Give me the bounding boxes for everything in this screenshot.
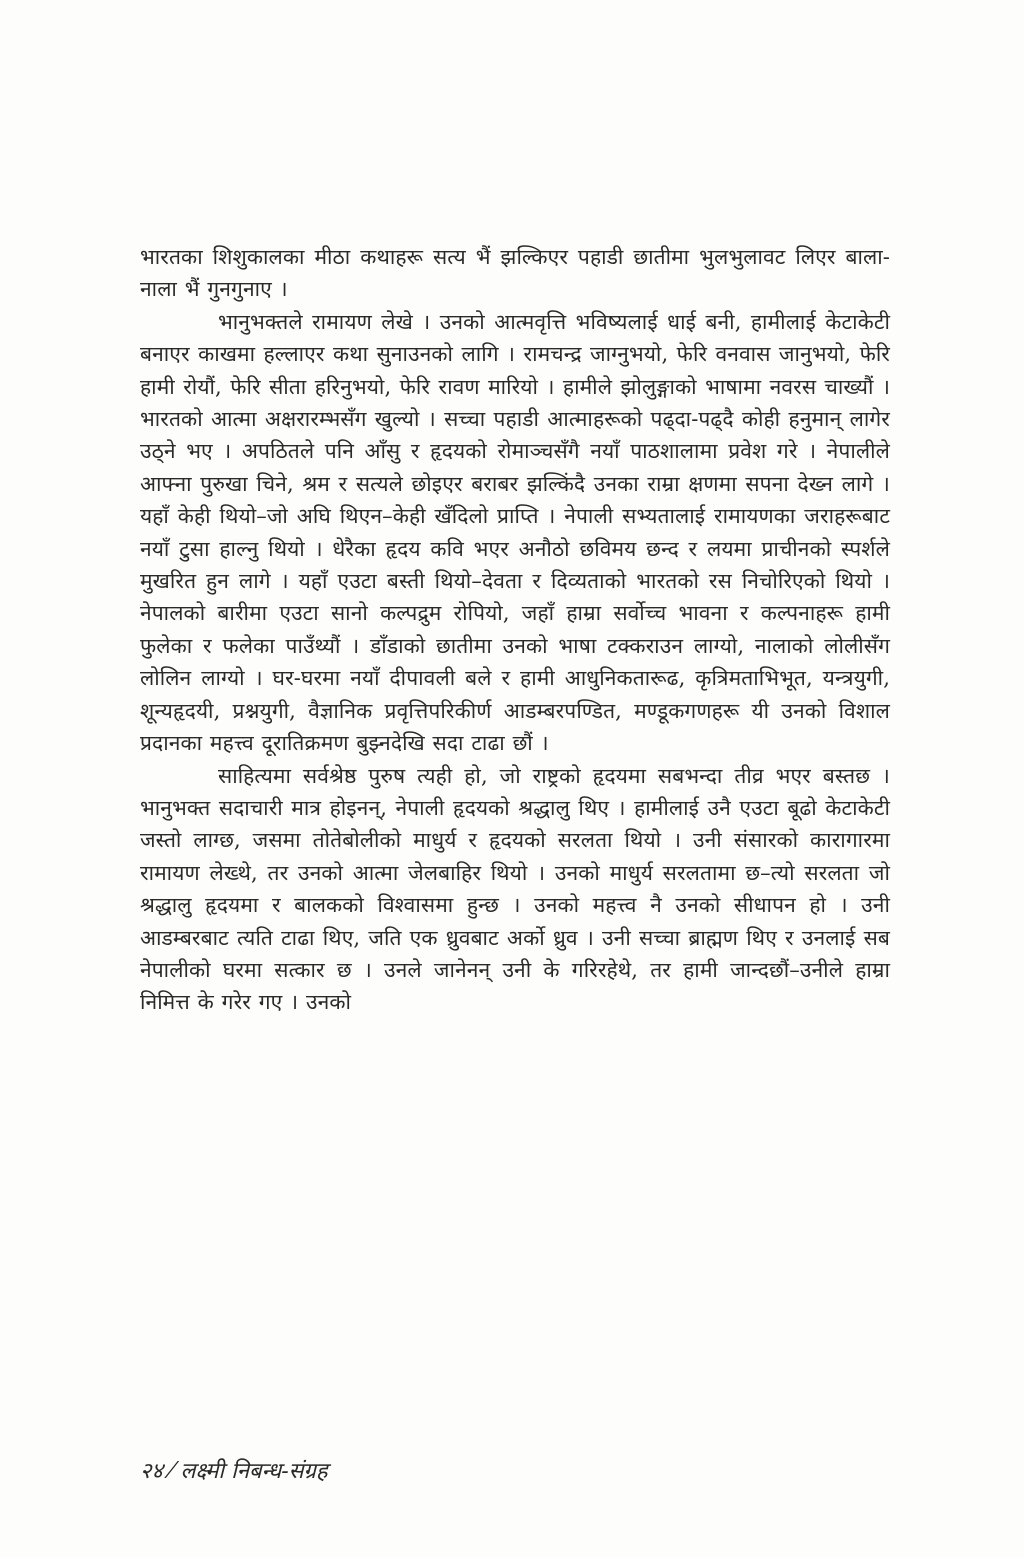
paragraph-continuation: भारतका शिशुकालका मीठा कथाहरू सत्य भैं झल्किएर पहाडी छातीमा भुलभुलावट लिएर बाला-नाला भैं गुनगुनाए । <box>140 245 890 302</box>
body-text <box>140 241 890 1019</box>
paragraph-sahitya: साहित्यमा सर्वश्रेष्ठ पुरुष त्यही हो, जो राष्ट्रको हृदयमा सबभन्दा तीव्र भएर बस्तछ । भानुभक्त सदाचारी मात्र होइनन्, नेपाली हृदयको श्रद्धालु थिए । हामीलाई उनै एउटा बूढो केटाकेटी जस्तो लाग्छ, जसमा तोतेबोलीको माधुर्य र हृदयको सरलता थियो । उनी संसारको कारागारमा रामायण लेख्थे, तर उनको आत्मा जेलबाहिर थियो । उनको माधुर्य सरलतामा छ–त्यो सरलता जो श्रद्धालु हृदयमा र बालकको विश्वासमा हुन्छ । उनको महत्त्व नै उनको सीधापन हो । उनी आडम्बरबाट त्यति टाढा थिए, जति एक ध्रुवबाट अर्को ध्रुव । उनी सच्चा ब्राह्मण थिए र उनलाई सब नेपालीको घरमा सत्कार छ । उनले जानेनन् उनी के गरिरहेथे, तर हामी जान्दछौं–उनीले हाम्रा निमित्त के गरेर गए । उनको <box>140 763 890 1015</box>
page-footer: २४ ⁄ लक्ष्मी निबन्ध-संग्रह <box>140 1459 328 1484</box>
paragraph-bhanubhakta-ramayan: भानुभक्तले रामायण लेखे । उनको आत्मवृत्ति भविष्यलाई धाई बनी, हामीलाई केटाकेटी बनाएर काखमा हल्लाएर कथा सुनाउनको लागि । रामचन्द्र जाग्नुभयो, फेरि वनवास जानुभयो, फेरि हामी रोयौं, फेरि सीता हरिनुभयो, फेरि रावण मारियो । हामीले झोलुङ्गाको भाषामा नवरस चाख्यौं । भारतको आत्मा अक्षरारम्भसँग खुल्यो । सच्चा पहाडी आत्माहरूको पढ्दा-पढ्दै कोही हनुमान् लागेर उठ्ने भए । अपठितले पनि आँसु र हृदयको रोमाञ्चसँगै नयाँ पाठशालामा प्रवेश गरे । नेपालीले आफ्ना पुरुखा चिने, श्रम र सत्यले छोइएर बराबर झल्किंदै उनका राम्रा क्षणमा सपना देख्न लागे । यहाँ केही थियो–जो अघि थिएन–केही खँदिलो प्राप्ति । नेपाली सभ्यतालाई रामायणका जराहरूबाट नयाँ टुसा हाल्नु थियो । धेरैका हृदय कवि भएर अनौठो छविमय छन्द र लयमा प्राचीनको स्पर्शले मुखरित हुन लागे । यहाँ एउटा बस्ती थियो–देवता र दिव्यताको भारतको रस निचोरिएको थियो । नेपालको बारीमा एउटा सानो कल्पद्रुम रोपियो, जहाँ हाम्रा सर्वोच्च भावना र कल्पनाहरू हामी फुलेका र फलेका पाउँथ्यौं । डाँडाको छातीमा उनको भाषा टक्कराउन लाग्यो, नालाको लोलीसँग लोलिन लाग्यो । घर-घरमा नयाँ दीपावली बले र हामी आधुनिकतारूढ, कृत्रिमताभिभूत, यन्त्रयुगी, शून्यहृदयी, प्रश्नयुगी, वैज्ञानिक प्रवृत्तिपरिकीर्ण आडम्बरपण्डित, मण्डूकगणहरू यी उनको विशाल प्रदानका महत्त्व दूरातिक्रमण बुझ्नदेखि सदा टाढा छौं । <box>140 309 890 756</box>
